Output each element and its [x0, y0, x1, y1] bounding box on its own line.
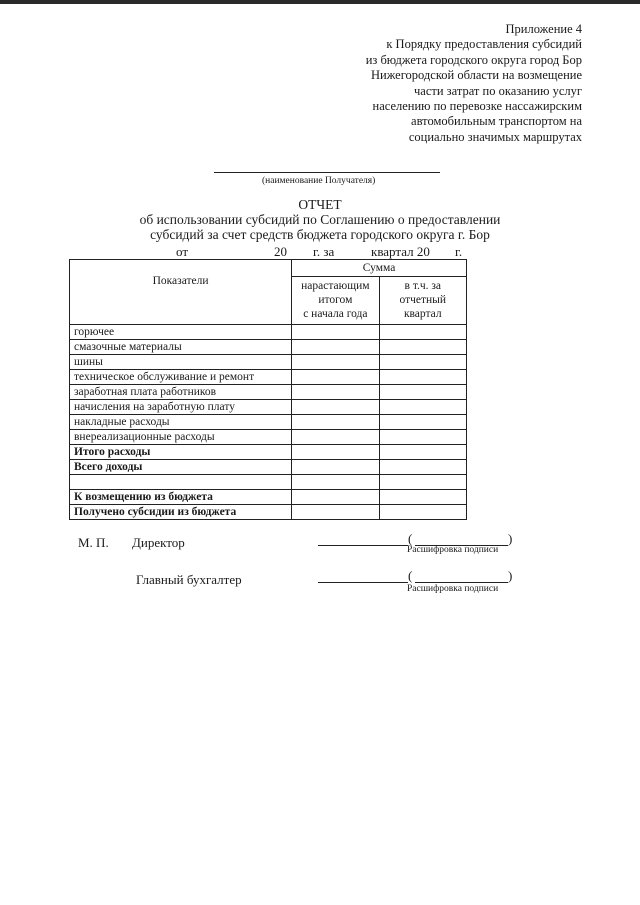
row-label: Итого расходы: [70, 445, 292, 460]
row-label: смазочные материалы: [70, 340, 292, 355]
report-subtitle-line1: об использовании субсидий по Соглашению о предоставлении: [139, 212, 501, 227]
appendix-line: автомобильным транспортом на: [411, 114, 582, 129]
date-year-label: 20: [274, 244, 287, 259]
row-label: Всего доходы: [70, 460, 292, 475]
table-row: [70, 505, 467, 520]
table-row: [70, 325, 467, 340]
value-quarter-cell[interactable]: [379, 385, 466, 400]
director-label: Директор: [132, 535, 185, 550]
value-quarter-cell[interactable]: [379, 460, 466, 475]
row-label: Получено субсидии из бюджета: [70, 505, 292, 520]
table-row: [70, 475, 467, 490]
appendix-header: [252, 22, 582, 145]
value-quarter-cell[interactable]: [379, 490, 466, 505]
value-quarter-cell[interactable]: [379, 415, 466, 430]
row-label: шины: [70, 355, 292, 370]
header-quarter: [379, 277, 466, 325]
appendix-line: Приложение 4: [505, 22, 582, 36]
value-quarter-cell[interactable]: [379, 400, 466, 415]
director-open-paren: (: [408, 531, 413, 546]
header-sum: Сумма: [292, 260, 467, 277]
report-subtitle-line2: субсидий за счет средств бюджета городского округа г. Бор: [150, 227, 490, 242]
appendix-line: Нижегородской области на возмещение: [370, 68, 582, 83]
director-close-paren: ): [508, 531, 513, 546]
value-quarter-cell[interactable]: [379, 355, 466, 370]
value-cumulative-cell[interactable]: [292, 400, 379, 415]
value-quarter-cell[interactable]: [379, 370, 466, 385]
value-quarter-cell[interactable]: [379, 445, 466, 460]
row-label: [70, 475, 292, 490]
value-cumulative-cell[interactable]: [292, 340, 379, 355]
value-cumulative-cell[interactable]: [292, 385, 379, 400]
row-label: накладные расходы: [70, 415, 292, 430]
value-cumulative-cell[interactable]: [292, 415, 379, 430]
row-label: начисления на заработную плату: [70, 400, 292, 415]
accountant-signature-line[interactable]: [318, 582, 408, 583]
table-body: [70, 325, 467, 520]
table-row: [70, 385, 467, 400]
accountant-open-paren: (: [408, 568, 413, 583]
recipient-name-line[interactable]: [214, 172, 440, 173]
appendix-line: из бюджета городского округа город Бор: [365, 52, 582, 67]
table-row: [70, 400, 467, 415]
value-cumulative-cell[interactable]: [292, 490, 379, 505]
value-cumulative-cell[interactable]: [292, 445, 379, 460]
appendix-line: к Порядку предоставления субсидий: [386, 37, 582, 52]
date-year2-suffix: г.: [455, 244, 463, 259]
value-cumulative-cell[interactable]: [292, 430, 379, 445]
value-cumulative-cell[interactable]: [292, 370, 379, 385]
table-row: [70, 340, 467, 355]
chief-accountant-label: Главный бухгалтер: [136, 572, 242, 587]
value-quarter-cell[interactable]: [379, 340, 466, 355]
value-cumulative-cell[interactable]: [292, 460, 379, 475]
accountant-decoding-caption: Расшифровка подписи: [407, 584, 499, 594]
table-row: [70, 370, 467, 385]
accountant-name-line[interactable]: [415, 582, 508, 583]
header-quarter-line: в т.ч. за: [404, 280, 442, 292]
value-quarter-cell[interactable]: [379, 475, 466, 490]
date-quarter-label: квартал 20: [371, 244, 430, 259]
table-header-row: [70, 260, 467, 277]
value-quarter-cell[interactable]: [379, 325, 466, 340]
table-row: [70, 490, 467, 505]
header-cumulative-line: нарастающим: [301, 280, 370, 292]
header-cumulative-line: с начала года: [303, 308, 368, 320]
row-label: горючее: [70, 325, 292, 340]
director-decoding-caption: Расшифровка подписи: [407, 545, 499, 555]
table-row: [70, 445, 467, 460]
director-signature-line[interactable]: [318, 545, 408, 546]
row-label: техническое обслуживание и ремонт: [70, 370, 292, 385]
date-year-suffix: г. за: [313, 244, 335, 259]
value-quarter-cell[interactable]: [379, 430, 466, 445]
report-table: [69, 259, 467, 520]
header-indicators: Показатели: [70, 260, 292, 325]
header-cumulative: [292, 277, 379, 325]
value-quarter-cell[interactable]: [379, 505, 466, 520]
date-from-label: от: [176, 244, 189, 259]
value-cumulative-cell[interactable]: [292, 505, 379, 520]
row-label: заработная плата работников: [70, 385, 292, 400]
table-row: [70, 460, 467, 475]
table-row: [70, 415, 467, 430]
value-cumulative-cell[interactable]: [292, 325, 379, 340]
appendix-line: социально значимых маршрутах: [408, 129, 582, 144]
row-label: К возмещению из бюджета: [70, 490, 292, 505]
appendix-line: части затрат по оказанию услуг: [414, 83, 582, 98]
row-label: внереализационные расходы: [70, 430, 292, 445]
header-cumulative-line: итогом: [318, 294, 353, 306]
table-row: [70, 430, 467, 445]
value-cumulative-cell[interactable]: [292, 355, 379, 370]
header-quarter-line: квартал: [403, 308, 442, 320]
table-row: [70, 355, 467, 370]
top-border-line: [0, 0, 640, 4]
report-title: ОТЧЕТ: [298, 197, 342, 212]
appendix-line: населению по перевозке нассажирским: [372, 99, 582, 114]
recipient-caption: (наименование Получателя): [262, 176, 376, 186]
accountant-close-paren: ): [508, 568, 513, 583]
header-quarter-line: отчетный: [399, 294, 447, 306]
value-cumulative-cell[interactable]: [292, 475, 379, 490]
stamp-label: М. П.: [78, 535, 109, 550]
